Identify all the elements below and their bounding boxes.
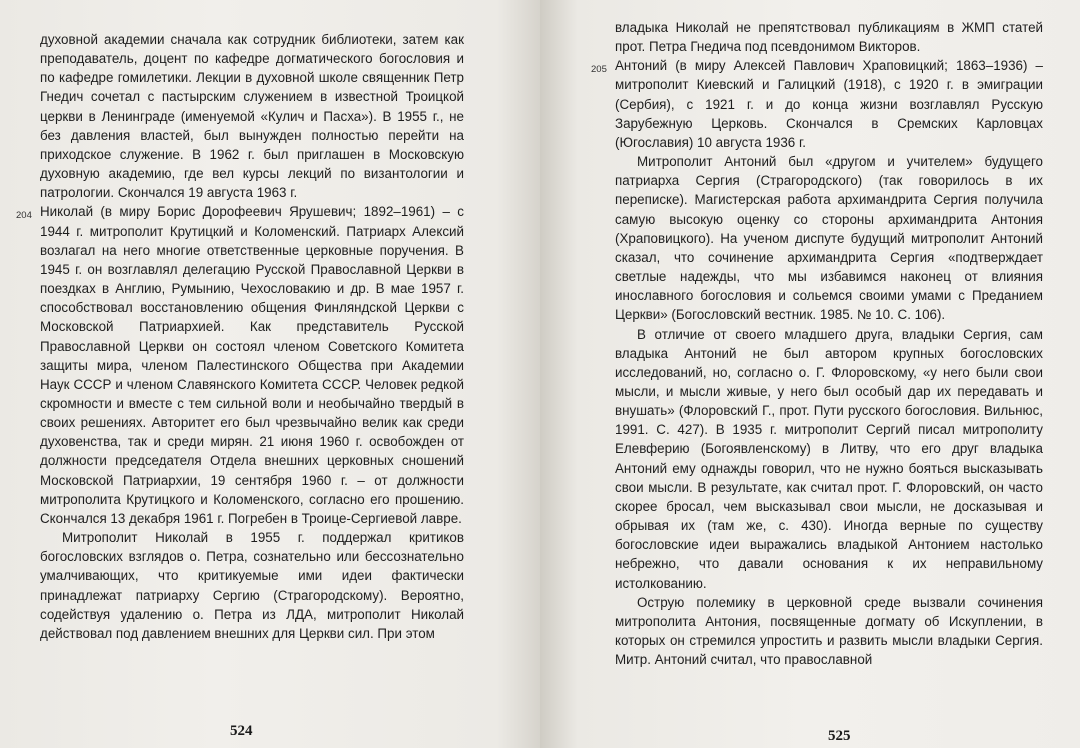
paragraph: духовной академии сначала как сотрудник библиотеки, затем как преподаватель, доцент по кафедре догматического богословия и по кафедре гомилетики. Лекции в духовной школе священник Петр Гнедич сочетал с пастырским служением в известной Троицкой церкви в Ленинграде (именуемой «Кулич и Пасха»). В 1955 г., не без давления властей, был вынужден полностью перейти на приходское служение. В 1962 г. был приглашен в Московскую духовную академию, где вел курсы лекций по византологии и патрологии. Скончался 19 августа 1963 г. [40,32,464,201]
paragraph: Острую полемику в церковной среде вызвали сочинения митрополита Антония, посвященные догмату об Искуплении, в которых он стремился упростить и развить мысли владыки Сергия. Митр. Антоний считал, что православной [615,594,1043,668]
right-page [540,0,1080,748]
page-number: 524 [230,723,253,739]
footnote-number: 205 [591,64,607,76]
left-text-column [16,30,464,643]
footnote-paragraph [591,56,1043,152]
right-text-column [591,18,1043,669]
paragraph: Митрополит Антоний был «другом и учителем» будущего патриарха Сергия (Страгородского) (так говорилось в их переписке). Магистерская работа архимандрита Сергия получила самую высокую оценку со стороны архимандрита Антония (Храповицкого). На ученом диспуте будущий митрополит Антоний сказал, что сочинение архимандрита Сергия «подтверждает светлые надежды, что мы избавимся наконец от влияния инославного богословия и сольемся своими умами с Преданием Церкви» (Богословский вестник. 1985. № 10. С. 106). [615,154,1043,323]
footnote-number: 204 [16,210,32,222]
paragraph: владыка Николай не препятствовал публикациям в ЖМП статей прот. Петра Гнедича под псевдонимом Викторов. [615,20,1043,55]
footnote-text: Антоний (в миру Алексей Павлович Храповицкий; 1863–1936) – митрополит Киевский и Галицкий (1918), с 1920 г. в эмиграции (Сербия), с 1921 г. и до конца жизни возглавлял Русскую Зарубежную Церковь. Скончался в Сремских Карловцах (Югославия) 10 августа 1936 г. [615,58,1043,150]
paragraph: В отличие от своего младшего друга, владыки Сергия, сам владыка Антоний не был автором крупных богословских исследований, но, согласно о. Г. Флоровскому, «у него были свои мысли, и мысли живые, у него был особый дар их передавать и внушать» (Флоровский Г., прот. Пути русского богословия. Вильнюс, 1991. С. 427). В 1935 г. митрополит Сергий писал митрополиту Елевферию (Богоявленскому) в Литву, что его друг владыка Антоний ему однажды говорил, что не нужно бояться высказывать свои мысли. В результате, как считал прот. Г. Флоровский, он часто скорее бросал, чем высказывал свои мысли, не досказывая и обрывая их (там же, с. 430). Иногда верные по существу богословские идеи выражались владыкой Антонием настолько небрежно, что давали основания к их неправильному истолкованию. [615,326,1043,591]
footnote-paragraph [16,202,464,528]
page-number: 525 [828,728,851,744]
paragraph: Митрополит Николай в 1955 г. поддержал критиков богословских взглядов о. Петра, сознательно или бессознательно умалчивающих, что критикуемые ими идеи фактически принадлежат патриарху Сергию (Страгородскому). Вероятно, содействуя удалению о. Петра из ЛДА, митрополит Николай действовал под давлением внешних для Церкви сил. При этом [40,530,464,641]
footnote-text: Николай (в миру Борис Дорофеевич Ярушевич; 1892–1961) – с 1944 г. митрополит Крутицкий и Коломенский. Патриарх Алексий возлагал на него многие ответственные церковные поручения. В 1945 г. он возглавлял делегацию Русской Православной Церкви в поездках в Англию, Румынию, Чехословакию и др. В мае 1957 г. способствовал восстановлению общения Финляндской Церкви с Московской Патриархией. Как представитель Русской Православной Церкви он состоял членом Советского Комитета защиты мира, членом Палестинского Общества при Академии Наук СССР и членом Славянского Комитета СССР. Человек редкой скромности и вместе с тем сильной воли и необычайно твердый в своих решениях. Авторитет его был чрезвычайно велик как среди духовенства, так и среди мирян. 21 июня 1960 г. освобожден от должности председателя Отдела внешних церковных сношений Московской Патриархии, 19 сентября 1960 г. – от должности митрополита Крутицкого и Коломенского, согласно его прошению. Скончался 13 декабря 1961 г. Погребен в Троице-Сергиевой лавре. [40,204,464,526]
